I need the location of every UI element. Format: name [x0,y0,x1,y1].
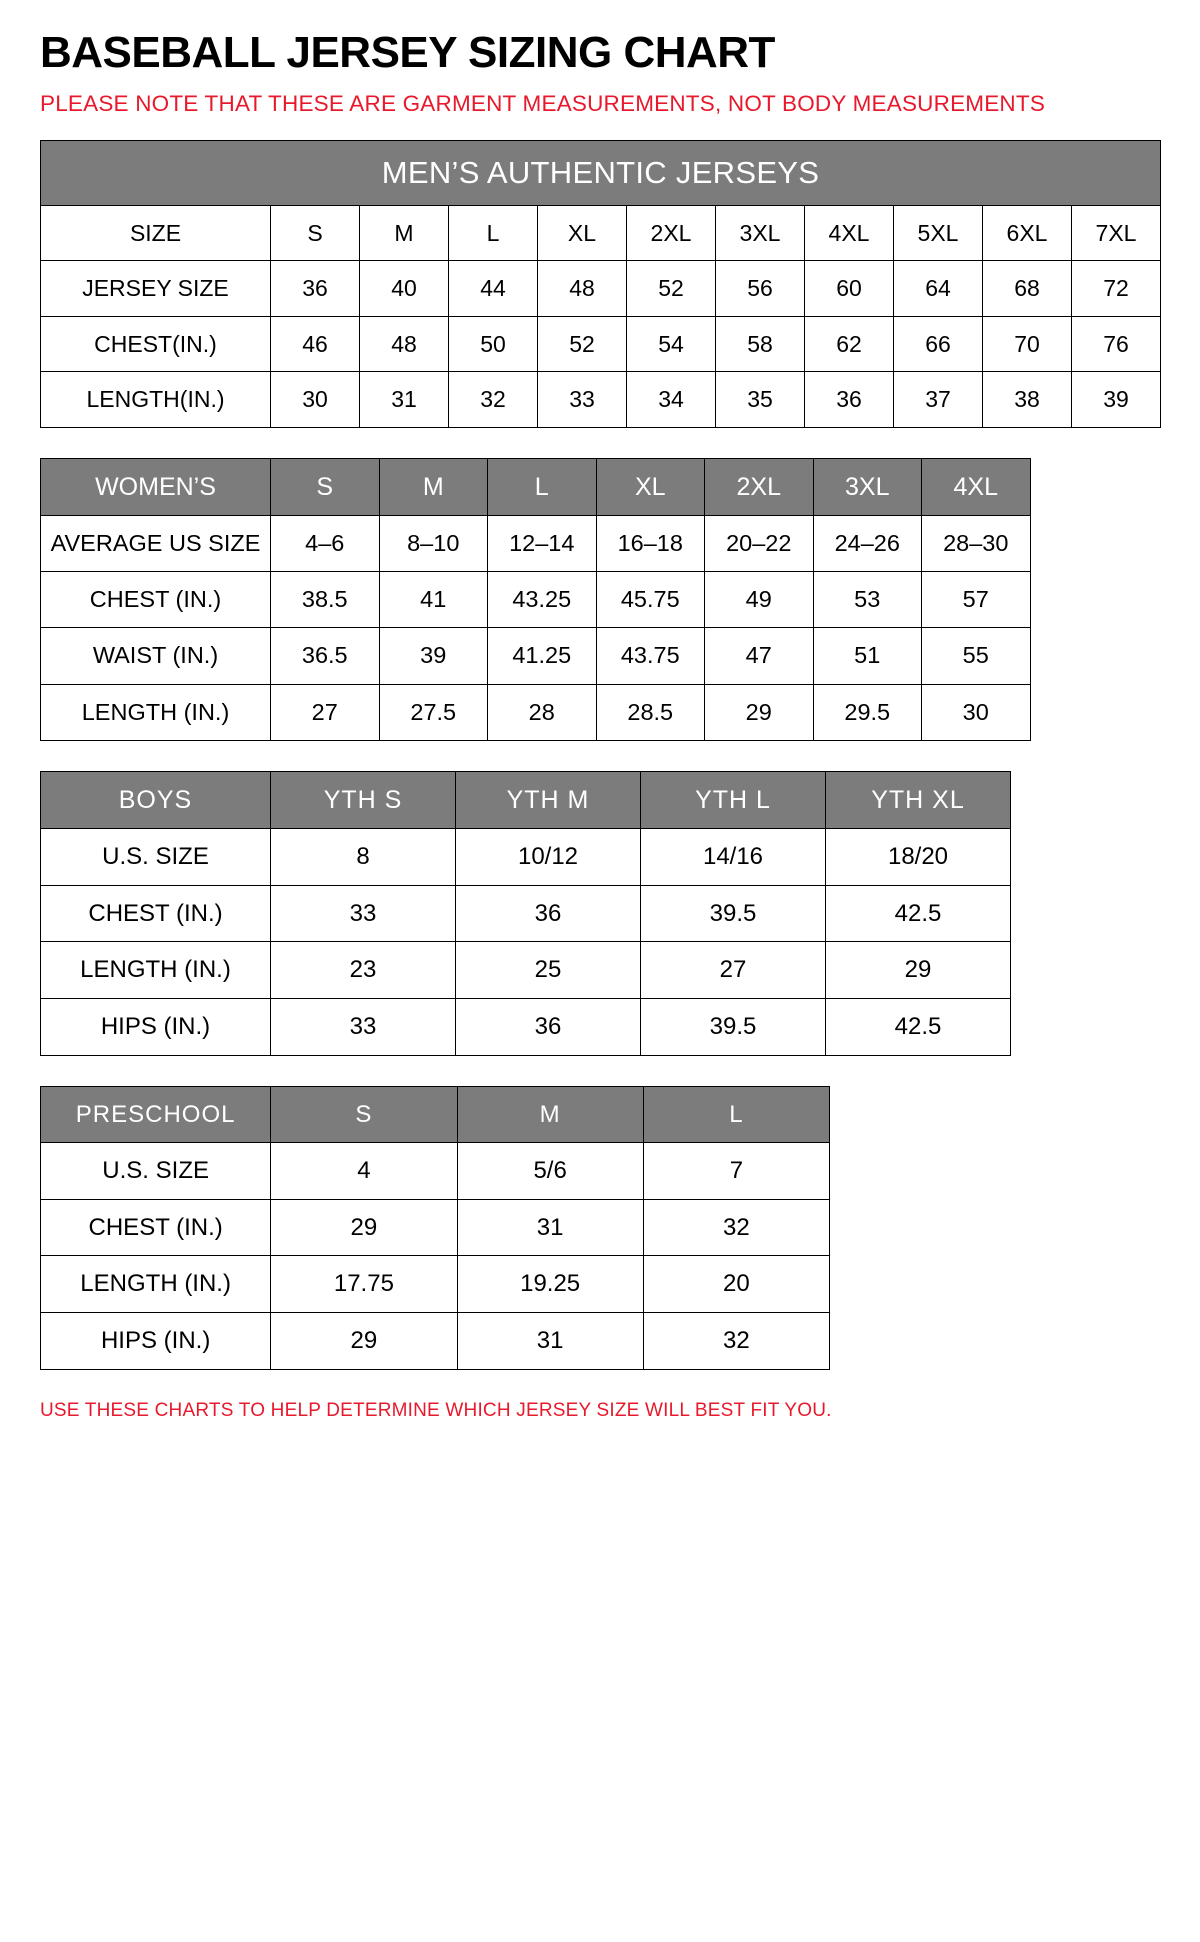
table-cell: 27.5 [379,684,488,740]
preschool-header-label: PRESCHOOL [41,1086,271,1143]
mens-size-header-row [41,205,1161,260]
table-cell: 18/20 [826,829,1011,886]
table-row [41,1143,830,1200]
preschool-header-row [41,1086,830,1143]
table-row [41,1313,830,1370]
row-label: LENGTH (IN.) [41,942,271,999]
mens-size-cell: 4XL [805,205,894,260]
table-cell: 4 [271,1143,457,1200]
mens-size-cell: 5XL [894,205,983,260]
mens-banner-label: MEN’S AUTHENTIC JERSEYS [41,141,1161,206]
row-label: CHEST(IN.) [41,316,271,371]
row-label: HIPS (IN.) [41,1313,271,1370]
table-cell: 44 [449,261,538,316]
row-label: LENGTH (IN.) [41,684,271,740]
table-cell: 62 [805,316,894,371]
table-cell: 29.5 [813,684,922,740]
womens-size-cell: L [488,458,597,516]
table-cell: 48 [360,316,449,371]
table-cell: 39.5 [641,999,826,1056]
table-row [41,942,1011,999]
table-cell: 7 [643,1143,829,1200]
table-cell: 51 [813,628,922,684]
mens-size-cell: 7XL [1072,205,1161,260]
table-cell: 31 [457,1199,643,1256]
row-label: CHEST (IN.) [41,1199,271,1256]
table-cell: 20 [643,1256,829,1313]
row-label: LENGTH (IN.) [41,1256,271,1313]
table-cell: 37 [894,372,983,427]
table-cell: 45.75 [596,572,705,628]
mens-sizing-table [40,140,1161,427]
row-label: U.S. SIZE [41,829,271,886]
table-cell: 43.75 [596,628,705,684]
table-row [41,999,1011,1056]
table-cell: 10/12 [456,829,641,886]
table-cell: 50 [449,316,538,371]
row-label: LENGTH(IN.) [41,372,271,427]
table-cell: 57 [922,572,1031,628]
row-label: HIPS (IN.) [41,999,271,1056]
table-row [41,628,1031,684]
table-cell: 60 [805,261,894,316]
row-label: CHEST (IN.) [41,885,271,942]
table-cell: 30 [922,684,1031,740]
womens-size-cell: 2XL [705,458,814,516]
table-cell: 27 [641,942,826,999]
table-cell: 42.5 [826,885,1011,942]
womens-header-label: WOMEN’S [41,458,271,516]
row-label: CHEST (IN.) [41,572,271,628]
table-cell: 66 [894,316,983,371]
table-cell: 8 [271,829,456,886]
table-row [41,372,1161,427]
table-cell: 54 [627,316,716,371]
table-cell: 28.5 [596,684,705,740]
table-cell: 32 [449,372,538,427]
table-cell: 56 [716,261,805,316]
mens-table-banner [41,141,1161,206]
footer-note: USE THESE CHARTS TO HELP DETERMINE WHICH JERSEY SIZE WILL BEST FIT YOU. [40,1399,832,1421]
table-cell: 36 [805,372,894,427]
row-label: WAIST (IN.) [41,628,271,684]
table-cell: 72 [1072,261,1161,316]
mens-size-cell: L [449,205,538,260]
table-row [41,684,1031,740]
row-label: JERSEY SIZE [41,261,271,316]
boys-size-cell: YTH S [271,771,456,829]
table-cell: 12–14 [488,516,597,572]
womens-sizing-table [40,458,1031,741]
table-cell: 31 [360,372,449,427]
table-cell: 16–18 [596,516,705,572]
table-cell: 4–6 [271,516,380,572]
table-cell: 29 [271,1313,457,1370]
table-cell: 28–30 [922,516,1031,572]
preschool-size-cell: S [271,1086,457,1143]
table-cell: 40 [360,261,449,316]
table-row [41,829,1011,886]
preschool-size-cell: M [457,1086,643,1143]
table-cell: 38.5 [271,572,380,628]
mens-size-cell: 6XL [983,205,1072,260]
table-cell: 33 [271,999,456,1056]
mens-size-cell: M [360,205,449,260]
mens-size-cell: 2XL [627,205,716,260]
womens-size-cell: S [271,458,380,516]
table-cell: 36 [271,261,360,316]
womens-size-cell: M [379,458,488,516]
table-cell: 43.25 [488,572,597,628]
table-cell: 23 [271,942,456,999]
measurement-disclaimer: PLEASE NOTE THAT THESE ARE GARMENT MEASUREMENTS, NOT BODY MEASUREMENTS [40,91,1046,117]
boys-size-cell: YTH XL [826,771,1011,829]
table-cell: 32 [643,1199,829,1256]
womens-size-cell: 4XL [922,458,1031,516]
table-cell: 48 [538,261,627,316]
table-cell: 33 [538,372,627,427]
table-cell: 39.5 [641,885,826,942]
table-cell: 33 [271,885,456,942]
table-cell: 8–10 [379,516,488,572]
mens-size-cell: S [271,205,360,260]
table-cell: 25 [456,942,641,999]
womens-size-cell: 3XL [813,458,922,516]
table-cell: 29 [271,1199,457,1256]
table-cell: 14/16 [641,829,826,886]
table-cell: 36 [456,999,641,1056]
table-row [41,261,1161,316]
table-cell: 34 [627,372,716,427]
table-cell: 70 [983,316,1072,371]
table-cell: 17.75 [271,1256,457,1313]
table-cell: 30 [271,372,360,427]
table-cell: 76 [1072,316,1161,371]
table-cell: 38 [983,372,1072,427]
table-cell: 41.25 [488,628,597,684]
table-cell: 46 [271,316,360,371]
table-cell: 28 [488,684,597,740]
table-row [41,572,1031,628]
page-title: BASEBALL JERSEY SIZING CHART [40,28,775,77]
row-label: U.S. SIZE [41,1143,271,1200]
boys-sizing-table [40,771,1011,1056]
table-cell: 36.5 [271,628,380,684]
table-cell: 20–22 [705,516,814,572]
row-label: AVERAGE US SIZE [41,516,271,572]
table-cell: 29 [705,684,814,740]
table-cell: 39 [379,628,488,684]
boys-header-row [41,771,1011,829]
womens-size-cell: XL [596,458,705,516]
mens-size-cell: XL [538,205,627,260]
table-cell: 31 [457,1313,643,1370]
mens-size-cell: 3XL [716,205,805,260]
table-row [41,1199,830,1256]
table-cell: 68 [983,261,1072,316]
table-cell: 55 [922,628,1031,684]
table-cell: 27 [271,684,380,740]
boys-size-cell: YTH L [641,771,826,829]
table-cell: 24–26 [813,516,922,572]
table-row [41,516,1031,572]
preschool-size-cell: L [643,1086,829,1143]
table-cell: 58 [716,316,805,371]
table-cell: 36 [456,885,641,942]
table-row [41,1256,830,1313]
table-cell: 52 [538,316,627,371]
table-cell: 35 [716,372,805,427]
preschool-sizing-table [40,1086,830,1370]
table-cell: 52 [627,261,716,316]
table-cell: 29 [826,942,1011,999]
boys-header-label: BOYS [41,771,271,829]
table-cell: 32 [643,1313,829,1370]
table-cell: 53 [813,572,922,628]
mens-size-label: SIZE [41,205,271,260]
table-cell: 5/6 [457,1143,643,1200]
table-cell: 47 [705,628,814,684]
table-cell: 41 [379,572,488,628]
table-cell: 39 [1072,372,1161,427]
table-cell: 64 [894,261,983,316]
womens-header-row [41,458,1031,516]
boys-size-cell: YTH M [456,771,641,829]
table-cell: 42.5 [826,999,1011,1056]
table-cell: 49 [705,572,814,628]
table-cell: 19.25 [457,1256,643,1313]
table-row [41,885,1011,942]
table-row [41,316,1161,371]
